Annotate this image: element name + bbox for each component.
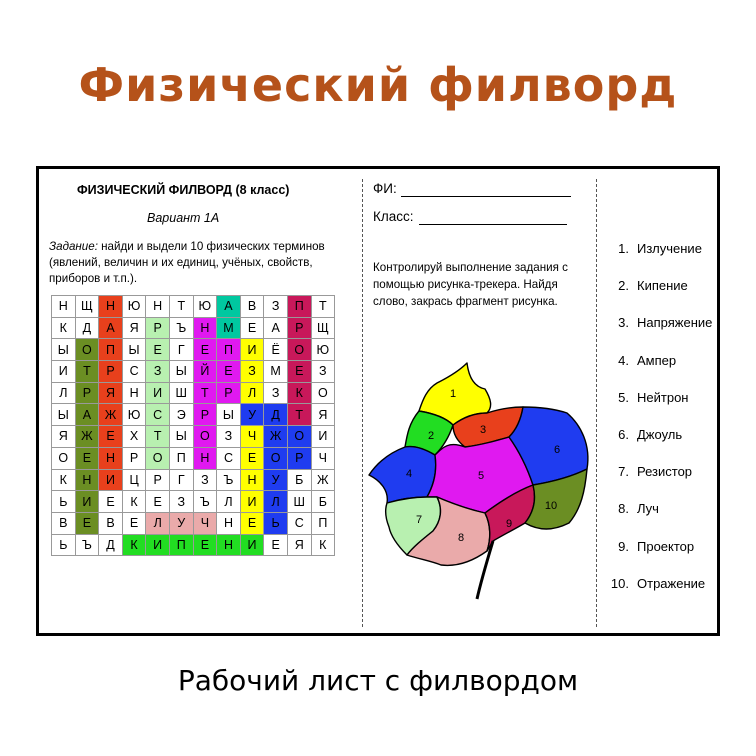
- grid-cell[interactable]: З: [193, 469, 217, 491]
- grid-cell[interactable]: Р: [217, 382, 241, 404]
- word-number: 10.: [610, 575, 629, 591]
- grid-cell[interactable]: Р: [193, 404, 217, 426]
- word-list-item: [607, 501, 719, 538]
- grid-cell[interactable]: О: [146, 447, 170, 469]
- grid-cell[interactable]: Т: [311, 296, 335, 318]
- word-search-grid[interactable]: [51, 295, 335, 556]
- word-number: 4.: [618, 352, 629, 368]
- grid-cell[interactable]: К: [52, 317, 76, 339]
- grid-row: [52, 296, 335, 318]
- grid-cell[interactable]: Е: [240, 512, 264, 534]
- grid-cell[interactable]: Ы: [217, 404, 241, 426]
- leaf-tracker-image: [361, 351, 601, 601]
- grid-cell[interactable]: И: [240, 534, 264, 556]
- word-number: 9.: [618, 538, 629, 554]
- word-text: Кипение: [637, 278, 688, 294]
- grid-cell[interactable]: Е: [75, 512, 99, 534]
- grid-cell[interactable]: Г: [169, 339, 193, 361]
- grid-cell[interactable]: А: [75, 404, 99, 426]
- grid-cell[interactable]: Н: [122, 382, 146, 404]
- leaf-label-10: 10: [544, 500, 558, 512]
- word-list-item: [607, 278, 719, 315]
- grid-cell[interactable]: У: [240, 404, 264, 426]
- grid-cell[interactable]: Ь: [52, 491, 76, 513]
- grid-cell[interactable]: Д: [75, 317, 99, 339]
- task-description: найди и выдели 10 физических терминов (явлений, величин и их единиц, учёных, свойств, приборов и т.п.).: [49, 240, 325, 285]
- grid-cell[interactable]: Б: [287, 469, 311, 491]
- grid-cell[interactable]: Н: [193, 317, 217, 339]
- grid-row: [52, 512, 335, 534]
- word-list-item: [607, 427, 719, 464]
- grid-cell[interactable]: Ы: [122, 339, 146, 361]
- grid-cell[interactable]: Э: [169, 404, 193, 426]
- grid-row: [52, 317, 335, 339]
- grid-row: [52, 382, 335, 404]
- word-number: 5.: [618, 389, 629, 405]
- grid-cell[interactable]: Н: [75, 469, 99, 491]
- grid-cell[interactable]: В: [240, 296, 264, 318]
- grid-cell[interactable]: О: [193, 426, 217, 448]
- grid-cell[interactable]: Н: [99, 447, 123, 469]
- word-number: 1.: [618, 241, 629, 256]
- grid-row: [52, 447, 335, 469]
- grid-cell[interactable]: Щ: [311, 317, 335, 339]
- grid-cell[interactable]: Е: [99, 491, 123, 513]
- grid-cell[interactable]: Ь: [264, 512, 288, 534]
- grid-cell[interactable]: Я: [122, 317, 146, 339]
- grid-cell[interactable]: П: [287, 296, 311, 318]
- grid-row: [52, 361, 335, 383]
- grid-cell[interactable]: И: [99, 469, 123, 491]
- word-text: Проектор: [637, 538, 695, 554]
- word-number: 6.: [618, 426, 629, 442]
- leaf-label-3: 3: [479, 424, 487, 436]
- grid-cell[interactable]: Я: [99, 382, 123, 404]
- grid-cell[interactable]: Е: [217, 361, 241, 383]
- grid-cell[interactable]: О: [75, 339, 99, 361]
- grid-cell[interactable]: И: [75, 491, 99, 513]
- grid-cell[interactable]: Д: [99, 534, 123, 556]
- grid-cell[interactable]: П: [99, 339, 123, 361]
- grid-cell[interactable]: Н: [240, 469, 264, 491]
- grid-cell[interactable]: З: [217, 426, 241, 448]
- grid-cell[interactable]: М: [217, 317, 241, 339]
- grid-cell[interactable]: К: [52, 469, 76, 491]
- grid-cell[interactable]: Е: [240, 317, 264, 339]
- leaf-label-4: 4: [405, 468, 413, 480]
- grid-cell[interactable]: Ж: [264, 426, 288, 448]
- grid-cell[interactable]: Ъ: [169, 317, 193, 339]
- grid-cell[interactable]: Ы: [52, 339, 76, 361]
- grid-cell[interactable]: В: [52, 512, 76, 534]
- name-label: ФИ:: [373, 181, 397, 196]
- grid-cell[interactable]: Ю: [122, 296, 146, 318]
- word-number: 7.: [618, 464, 629, 480]
- grid-cell[interactable]: Е: [75, 447, 99, 469]
- leaf-label-8: 8: [457, 532, 465, 544]
- grid-cell[interactable]: Ц: [122, 469, 146, 491]
- word-list-item: [607, 390, 719, 427]
- grid-cell[interactable]: Т: [146, 426, 170, 448]
- grid-cell[interactable]: Е: [122, 512, 146, 534]
- sheet-title: ФИЗИЧЕСКИЙ ФИЛВОРД (8 класс): [77, 183, 290, 197]
- word-list: [607, 241, 719, 613]
- word-text: Излучение: [637, 241, 702, 256]
- grid-cell[interactable]: Т: [169, 296, 193, 318]
- grid-cell[interactable]: П: [169, 534, 193, 556]
- leaf-label-9: 9: [505, 518, 513, 530]
- leaf-label-1: 1: [449, 388, 457, 400]
- grid-cell[interactable]: Н: [217, 512, 241, 534]
- grid-cell[interactable]: Б: [311, 491, 335, 513]
- grid-cell[interactable]: Ю: [193, 296, 217, 318]
- grid-row: [52, 491, 335, 513]
- grid-cell[interactable]: Г: [169, 469, 193, 491]
- grid-cell[interactable]: С: [217, 447, 241, 469]
- grid-cell[interactable]: Е: [99, 426, 123, 448]
- grid-cell[interactable]: Ы: [169, 426, 193, 448]
- grid-cell[interactable]: Ё: [264, 339, 288, 361]
- word-text: Луч: [637, 501, 659, 517]
- grid-cell[interactable]: У: [169, 512, 193, 534]
- grid-cell[interactable]: О: [311, 382, 335, 404]
- word-list-item: [607, 576, 719, 613]
- word-list-item: [607, 464, 719, 501]
- grid-row: [52, 426, 335, 448]
- word-list-item: [607, 539, 719, 576]
- grid-cell[interactable]: И: [311, 426, 335, 448]
- grid-cell[interactable]: Р: [287, 317, 311, 339]
- grid-cell[interactable]: Л: [217, 491, 241, 513]
- task-text: [49, 239, 349, 287]
- word-number: 8.: [618, 501, 629, 517]
- grid-cell[interactable]: Р: [75, 382, 99, 404]
- grid-cell[interactable]: Ь: [52, 534, 76, 556]
- grid-cell[interactable]: Н: [146, 296, 170, 318]
- grid-cell[interactable]: О: [264, 447, 288, 469]
- worksheet: [36, 166, 720, 636]
- grid-cell[interactable]: Ы: [169, 361, 193, 383]
- word-text: Ампер: [637, 352, 677, 368]
- grid-cell[interactable]: Н: [99, 296, 123, 318]
- grid-cell[interactable]: З: [264, 296, 288, 318]
- grid-cell[interactable]: У: [264, 469, 288, 491]
- grid-cell[interactable]: Я: [311, 404, 335, 426]
- grid-cell[interactable]: Н: [52, 296, 76, 318]
- grid-cell[interactable]: А: [99, 317, 123, 339]
- variant-label: Вариант 1А: [147, 211, 220, 225]
- name-field[interactable]: [401, 196, 571, 197]
- grid-cell[interactable]: П: [217, 339, 241, 361]
- grid-cell[interactable]: Е: [193, 534, 217, 556]
- grid-cell[interactable]: Т: [75, 361, 99, 383]
- word-text: Нейтрон: [637, 389, 689, 405]
- word-list-item: [607, 241, 719, 278]
- leaf-piece-4: [369, 446, 436, 503]
- grid-cell[interactable]: Ы: [52, 404, 76, 426]
- grid-cell[interactable]: И: [240, 339, 264, 361]
- page-title: Физический филворд: [78, 58, 678, 112]
- grid-cell[interactable]: А: [217, 296, 241, 318]
- grid-cell[interactable]: К: [287, 382, 311, 404]
- word-number: 2.: [618, 278, 629, 294]
- grid-cell[interactable]: В: [99, 512, 123, 534]
- grid-cell[interactable]: А: [264, 317, 288, 339]
- grid-cell[interactable]: Е: [240, 447, 264, 469]
- grid-cell[interactable]: О: [287, 339, 311, 361]
- grid-cell[interactable]: Д: [264, 404, 288, 426]
- grid-cell[interactable]: Щ: [75, 296, 99, 318]
- grid-cell[interactable]: Ч: [311, 447, 335, 469]
- grid-cell[interactable]: И: [146, 382, 170, 404]
- grid-cell[interactable]: С: [146, 404, 170, 426]
- grid-cell[interactable]: Ш: [287, 491, 311, 513]
- word-text: Напряжение: [637, 315, 713, 331]
- grid-cell[interactable]: З: [169, 491, 193, 513]
- grid-row: [52, 534, 335, 556]
- grid-cell[interactable]: Е: [287, 361, 311, 383]
- grid-cell[interactable]: И: [52, 361, 76, 383]
- grid-cell[interactable]: Ч: [240, 426, 264, 448]
- grid-cell[interactable]: И: [146, 534, 170, 556]
- grid-row: [52, 404, 335, 426]
- word-list-item: [607, 315, 719, 352]
- word-text: Резистор: [637, 464, 693, 480]
- grid-cell[interactable]: Н: [217, 534, 241, 556]
- grid-cell[interactable]: Н: [193, 447, 217, 469]
- word-number: 3.: [618, 315, 629, 331]
- grid-cell[interactable]: Ж: [75, 426, 99, 448]
- grid-cell[interactable]: Е: [264, 534, 288, 556]
- grid-cell[interactable]: З: [240, 361, 264, 383]
- grid-cell[interactable]: Я: [52, 426, 76, 448]
- grid-cell[interactable]: С: [122, 361, 146, 383]
- grid-cell[interactable]: Р: [146, 469, 170, 491]
- grid-cell[interactable]: Ю: [311, 339, 335, 361]
- grid-cell[interactable]: М: [264, 361, 288, 383]
- grid-cell[interactable]: Р: [146, 317, 170, 339]
- grid-cell[interactable]: Е: [146, 339, 170, 361]
- grid-cell[interactable]: З: [146, 361, 170, 383]
- grid-cell[interactable]: Т: [193, 382, 217, 404]
- word-text: Джоуль: [637, 426, 683, 442]
- grid-cell[interactable]: Р: [287, 447, 311, 469]
- leaf-label-6: 6: [553, 444, 561, 456]
- grid-cell[interactable]: Ж: [311, 469, 335, 491]
- class-label: Класс:: [373, 209, 414, 224]
- grid-cell[interactable]: К: [122, 534, 146, 556]
- grid-cell[interactable]: Р: [99, 361, 123, 383]
- instruction-text: Контролируй выполнение задания с помощью рисунка-трекера. Найдя слово, закрась фрагмент рисунка.: [373, 261, 568, 308]
- word-list-item: [607, 353, 719, 390]
- grid-cell[interactable]: Ж: [99, 404, 123, 426]
- grid-cell[interactable]: И: [240, 491, 264, 513]
- grid-cell[interactable]: Т: [287, 404, 311, 426]
- grid-cell[interactable]: Л: [240, 382, 264, 404]
- grid-cell[interactable]: О: [52, 447, 76, 469]
- grid-cell[interactable]: Л: [52, 382, 76, 404]
- grid-cell[interactable]: Х: [122, 426, 146, 448]
- class-field[interactable]: [419, 224, 567, 225]
- leaf-label-2: 2: [427, 430, 435, 442]
- leaf-label-5: 5: [477, 470, 485, 482]
- grid-cell[interactable]: Й: [193, 361, 217, 383]
- grid-row: [52, 469, 335, 491]
- grid-cell[interactable]: Ъ: [193, 491, 217, 513]
- grid-cell[interactable]: Е: [146, 491, 170, 513]
- caption: Рабочий лист с филвордом: [177, 664, 579, 697]
- grid-cell[interactable]: Ч: [193, 512, 217, 534]
- grid-cell[interactable]: Ъ: [217, 469, 241, 491]
- grid-cell[interactable]: П: [169, 447, 193, 469]
- grid-cell[interactable]: Р: [122, 447, 146, 469]
- grid-cell[interactable]: Л: [264, 491, 288, 513]
- grid-cell[interactable]: Ш: [169, 382, 193, 404]
- grid-cell[interactable]: Я: [287, 534, 311, 556]
- grid-cell[interactable]: Е: [193, 339, 217, 361]
- task-label: Задание:: [49, 240, 98, 253]
- grid-cell[interactable]: З: [311, 361, 335, 383]
- grid-cell[interactable]: О: [287, 426, 311, 448]
- leaf-label-7: 7: [415, 514, 423, 526]
- grid-cell[interactable]: К: [122, 491, 146, 513]
- word-text: Отражение: [637, 575, 706, 591]
- grid-row: [52, 339, 335, 361]
- grid-cell[interactable]: З: [264, 382, 288, 404]
- grid-cell[interactable]: Ъ: [75, 534, 99, 556]
- grid-cell[interactable]: Ю: [122, 404, 146, 426]
- grid-cell[interactable]: С: [287, 512, 311, 534]
- grid-cell[interactable]: П: [311, 512, 335, 534]
- grid-cell[interactable]: Л: [146, 512, 170, 534]
- grid-cell[interactable]: К: [311, 534, 335, 556]
